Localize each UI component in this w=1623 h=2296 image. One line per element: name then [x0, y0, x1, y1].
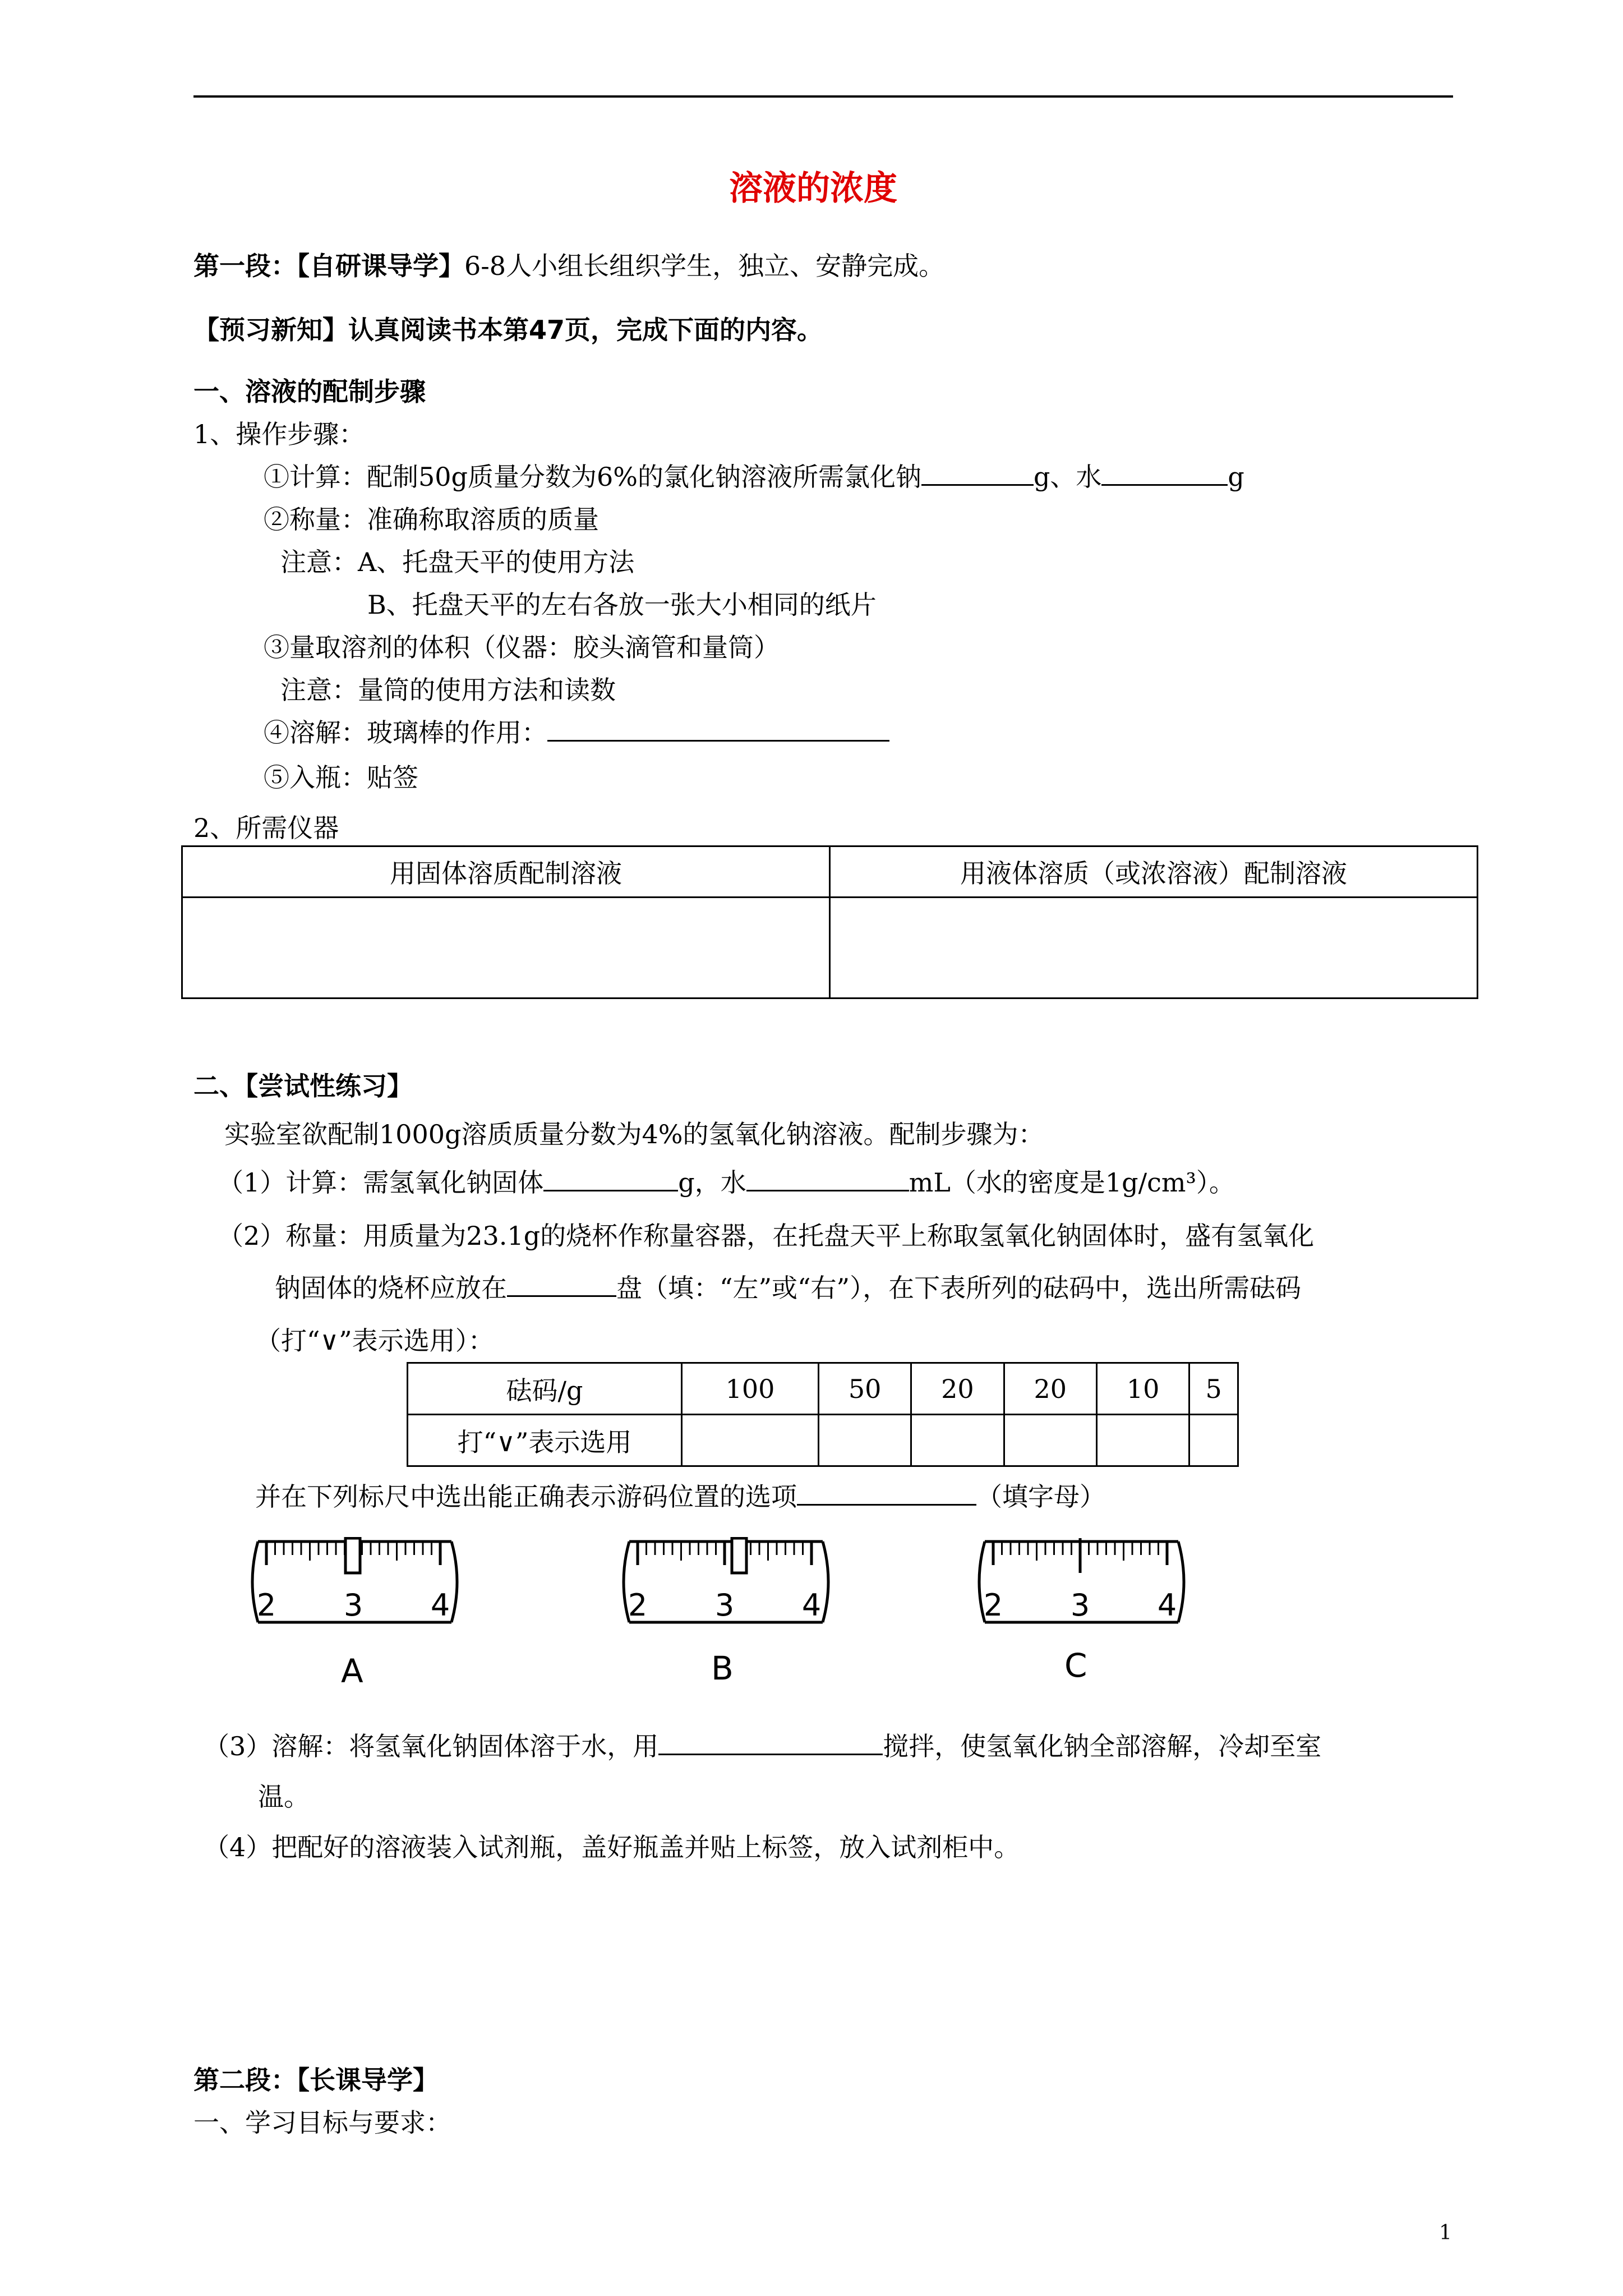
ruler-c-label-4: 4 [1157, 1588, 1177, 1623]
weight-select-cell[interactable] [1096, 1415, 1189, 1466]
table-cell-solid-answer[interactable] [182, 898, 830, 999]
step5: ⑤入瓶：贴签 [264, 762, 418, 793]
ruler-choice-blank[interactable] [797, 1481, 976, 1506]
weight-select-cell[interactable] [911, 1415, 1004, 1466]
section1-sub2: 2、所需仪器 [193, 813, 339, 843]
table-header-liquid: 用液体溶质（或浓溶液）配制溶液 [830, 846, 1478, 898]
water-volume-blank[interactable] [746, 1167, 909, 1191]
ruler-c-label-2: 2 [983, 1588, 1003, 1623]
ruler-a-rider [345, 1538, 360, 1573]
ruler-a-letter: A [341, 1652, 363, 1690]
weight-select-cell[interactable] [1004, 1415, 1096, 1466]
weights-select-label: 打“∨”表示选用 [408, 1415, 682, 1466]
weight-cell: 10 [1096, 1363, 1189, 1415]
ruler-a-figure [236, 1537, 465, 1666]
pan-side-blank[interactable] [507, 1273, 616, 1297]
ruler-c-label-3: 3 [1070, 1588, 1090, 1623]
q2-line1: （2）称量：用质量为23.1g的烧杯作称量容器，在托盘天平上称取氢氧化钠固体时，盛有氢氧化 [218, 1221, 1315, 1251]
ruler-b-rider [732, 1538, 746, 1573]
q2-line2-rest: 盘（填：“左”或“右”），在下表所列的砝码中，选出所需砝码 [616, 1273, 1302, 1303]
stage1-heading: 第一段：【自研课导学】 [193, 251, 464, 281]
naoh-mass-blank[interactable] [543, 1167, 678, 1191]
weight-select-cell[interactable] [818, 1415, 911, 1466]
page-number: 1 [1439, 2221, 1452, 2244]
ruler-a-label-3: 3 [343, 1588, 363, 1623]
step3: ③量取溶剂的体积（仪器：胶头滴管和量筒） [264, 632, 780, 662]
stage2-heading: 第二段：【长课导学】 [193, 2065, 439, 2095]
stir-tool-blank[interactable] [658, 1731, 883, 1755]
weight-cell: 100 [682, 1363, 819, 1415]
weight-select-cell[interactable] [1189, 1415, 1238, 1466]
weights-header: 砝码/g [408, 1363, 682, 1415]
stage1-line [193, 250, 944, 282]
section2-heading: 二、【尝试性练习】 [193, 1071, 413, 1101]
step1-line [264, 461, 1244, 493]
table-cell-liquid-answer[interactable] [830, 898, 1478, 999]
q1-unit-water: g，水 [678, 1167, 746, 1198]
q3-line [204, 1731, 1321, 1762]
q2-line2-text: 钠固体的烧杯应放在 [275, 1273, 507, 1303]
q3-text: （3）溶解：将氢氧化钠固体溶于水，用 [204, 1731, 659, 1761]
q4: （4）把配好的溶液装入试剂瓶，盖好瓶盖并贴上标签，放入试剂柜中。 [204, 1832, 1020, 1862]
q2-line2 [275, 1272, 1301, 1304]
weight-select-cell[interactable] [682, 1415, 819, 1466]
weight-cell: 20 [911, 1363, 1004, 1415]
weights-table [407, 1362, 1239, 1467]
header-rule [193, 95, 1453, 98]
weight-cell: 5 [1189, 1363, 1238, 1415]
ruler-b-label-2: 2 [628, 1588, 648, 1623]
ruler-a-label-2: 2 [256, 1588, 276, 1623]
step1-unit-water: g、水 [1033, 462, 1102, 492]
page-title: 溶液的浓度 [729, 169, 897, 208]
ruler-prompt-line [255, 1481, 1105, 1512]
ruler-prompt-hint: （填字母） [976, 1481, 1105, 1512]
ruler-b-letter: B [711, 1649, 734, 1687]
ruler-c-letter: C [1064, 1646, 1087, 1685]
ruler-b-figure [607, 1537, 837, 1666]
weight-cell: 20 [1004, 1363, 1096, 1415]
stage2-sub: 一、学习目标与要求： [193, 2108, 451, 2138]
section1-sub1: 1、操作步骤： [193, 419, 365, 449]
note-b: B、托盘天平的左右各放一张大小相同的纸片 [367, 590, 877, 620]
step1-unit: g [1228, 462, 1244, 492]
note-a: 注意：A、托盘天平的使用方法 [280, 547, 635, 577]
step4-line [264, 717, 889, 748]
stage1-text: 6-8人小组长组织学生，独立、安静完成。 [464, 251, 945, 281]
step1-text: ①计算：配制50g质量分数为6%的氯化钠溶液所需氯化钠 [264, 462, 921, 492]
q3-rest: 搅拌，使氢氧化钠全部溶解，冷却至室 [883, 1731, 1322, 1761]
weight-cell: 50 [818, 1363, 911, 1415]
q1-line [218, 1167, 1235, 1198]
q1-unit: mL（水的密度是1g/cm³）。 [909, 1167, 1235, 1198]
instruments-table [181, 845, 1478, 999]
step2: ②称量：准确称取溶质的质量 [264, 504, 599, 535]
section2-intro: 实验室欲配制1000g溶质质量分数为4%的氢氧化钠溶液。配制步骤为： [224, 1119, 1044, 1149]
table-header-solid: 用固体溶质配制溶液 [182, 846, 830, 898]
ruler-b-label-3: 3 [714, 1588, 735, 1623]
q3-line2: 温。 [258, 1782, 310, 1812]
q2-line3: （打“∨”表示选用）： [255, 1326, 494, 1356]
step4-text: ④溶解：玻璃棒的作用： [264, 717, 547, 748]
preview-line: 【预习新知】认真阅读书本第47页，完成下面的内容。 [193, 315, 823, 345]
q1-text: （1）计算：需氢氧化钠固体 [218, 1167, 544, 1198]
ruler-prompt-text: 并在下列标尺中选出能正确表示游码位置的选项 [255, 1481, 797, 1512]
ruler-b-label-4: 4 [801, 1588, 822, 1623]
ruler-a-label-4: 4 [430, 1588, 450, 1623]
water-mass-blank[interactable] [1101, 462, 1228, 486]
glass-rod-role-blank[interactable] [547, 717, 889, 742]
nacl-mass-blank[interactable] [921, 462, 1034, 486]
section1-heading: 一、溶液的配制步骤 [193, 376, 426, 407]
note-c: 注意：量筒的使用方法和读数 [280, 675, 616, 705]
